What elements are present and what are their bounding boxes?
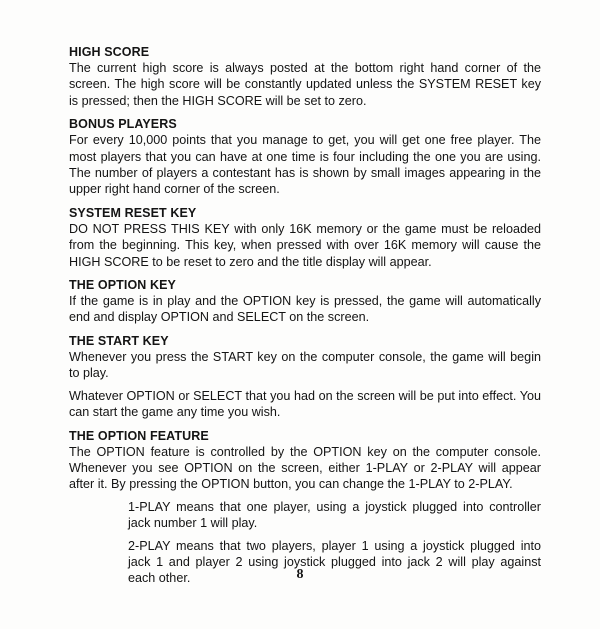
section-high-score bbox=[69, 44, 541, 109]
section-heading: THE OPTION FEATURE bbox=[69, 428, 209, 443]
section-heading: THE START KEY bbox=[69, 333, 169, 348]
page-number: 8 bbox=[296, 567, 304, 582]
page-content bbox=[69, 44, 541, 594]
section-option-key bbox=[69, 277, 541, 326]
section-heading: HIGH SCORE bbox=[69, 45, 150, 59]
section-heading: BONUS PLAYERS bbox=[69, 117, 177, 132]
section-paragraph: Whenever you press the START key on the computer console, the game will begin to play. bbox=[69, 349, 541, 381]
section-paragraph: The OPTION feature is controlled by the OPTION key on the computer console. Whenever you see OPTION on the screen, either 1-PLAY or 2-PLAY will appear after it. By pressing the OPTION button, you can change the 1-PLAY to 2-PLAY. bbox=[69, 444, 541, 492]
section-bonus-players bbox=[69, 116, 541, 198]
section-paragraph: For every 10,000 points that you manage to get, you will get one free player. The most players that you can have at one time is four including the one you are using. The number of players a contestant has is shown by small images appearing in the upper right hand corner of the screen. bbox=[69, 133, 541, 197]
indented-paragraph-2-play: 2-PLAY means that two players, player 1 using a joystick plugged into jack 1 and player 2 using joystick plugged into jack 2 will play against each other. bbox=[128, 538, 541, 586]
section-heading: THE OPTION KEY bbox=[69, 278, 176, 293]
section-option-feature bbox=[69, 428, 541, 587]
section-paragraph: DO NOT PRESS THIS KEY with only 16K memory or the game must be reloaded from the beginning. This key, when pressed with over 16K memory will cause the HIGH SCORE to be reset to zero and the title display will appear. bbox=[69, 221, 541, 269]
section-paragraph: If the game is in play and the OPTION key is pressed, the game will automatically end and display OPTION and SELECT on the screen. bbox=[69, 294, 541, 325]
section-paragraph: Whatever OPTION or SELECT that you had on the screen will be put into effect. You can start the game any time you wish. bbox=[69, 388, 541, 420]
section-paragraph: The current high score is always posted at the bottom right hand corner of the screen. The high score will be constantly updated unless the SYSTEM RESET key is pressed; then the HIGH SCORE will be set to zero. bbox=[69, 61, 541, 108]
section-start-key bbox=[69, 333, 541, 421]
section-heading: SYSTEM RESET KEY bbox=[69, 205, 197, 220]
section-system-reset-key bbox=[69, 205, 541, 270]
indented-paragraph-1-play: 1-PLAY means that one player, using a joystick plugged into controller jack number 1 will play. bbox=[128, 499, 541, 531]
